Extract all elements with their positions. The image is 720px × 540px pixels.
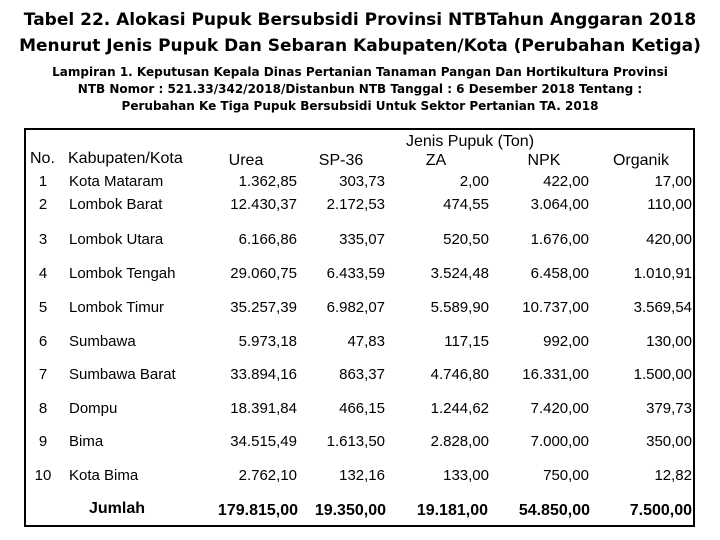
row-value: 466,15 — [339, 400, 385, 417]
total-sp36: 19.350,00 — [314, 502, 386, 519]
row-value: 133,00 — [443, 467, 489, 484]
row-no: 10 — [34, 467, 52, 484]
total-za: 19.181,00 — [416, 502, 488, 519]
total-organik: 7.500,00 — [629, 502, 692, 519]
row-value: 130,00 — [646, 333, 692, 350]
row-value: 1.244,62 — [430, 400, 489, 417]
row-value: 132,16 — [339, 467, 385, 484]
row-value: 1.613,50 — [326, 433, 385, 450]
row-value: 47,83 — [347, 333, 385, 350]
row-no: 7 — [38, 366, 48, 383]
header-no: No. — [30, 150, 55, 167]
row-value: 992,00 — [543, 333, 589, 350]
row-value: 110,00 — [647, 196, 692, 213]
row-value: 420,00 — [646, 231, 692, 248]
row-value: 422,00 — [543, 173, 589, 190]
row-value: 1.676,00 — [530, 231, 589, 248]
header-kabupaten-kota: Kabupaten/Kota — [68, 150, 183, 167]
row-value: 3.064,00 — [530, 196, 589, 213]
row-value: 379,73 — [646, 400, 692, 417]
row-value: 2.762,10 — [238, 467, 297, 484]
row-kabupaten-name: Kota Mataram — [69, 173, 164, 190]
row-value: 117,15 — [444, 333, 489, 350]
header-organik: Organik — [612, 152, 670, 169]
table-title: Tabel 22. Alokasi Pupuk Bersubsidi Provinsi NTBTahun Anggaran 2018 — [23, 10, 697, 30]
row-value: 1.500,00 — [633, 366, 692, 383]
total-urea: 179.815,00 — [217, 502, 298, 519]
row-value: 3.569,54 — [633, 299, 692, 316]
row-value: 6.166,86 — [238, 231, 297, 248]
row-value: 6.433,59 — [326, 265, 385, 282]
row-value: 4.746,80 — [430, 366, 489, 383]
row-value: 7.420,00 — [530, 400, 589, 417]
row-value: 2,00 — [459, 173, 489, 190]
row-no: 1 — [38, 173, 48, 190]
row-value: 35.257,39 — [230, 299, 297, 316]
row-value: 2.828,00 — [430, 433, 489, 450]
row-value: 863,37 — [339, 366, 385, 383]
row-value: 5.973,18 — [238, 333, 297, 350]
row-value: 5.589,90 — [430, 299, 489, 316]
decree-reference-line1: Lampiran 1. Keputusan Kepala Dinas Pertanian Tanaman Pangan Dan Hortikultura Provinsi — [52, 65, 668, 79]
row-value: 34.515,49 — [230, 433, 297, 450]
row-value: 335,07 — [339, 231, 385, 248]
row-kabupaten-name: Lombok Barat — [69, 196, 163, 213]
row-kabupaten-name: Lombok Timur — [69, 299, 165, 316]
row-no: 5 — [38, 299, 48, 316]
total-label: Jumlah — [89, 500, 146, 517]
row-value: 18.391,84 — [230, 400, 297, 417]
row-kabupaten-name: Sumbawa — [69, 333, 136, 350]
row-value: 33.894,16 — [230, 366, 297, 383]
row-no: 8 — [38, 400, 48, 417]
row-value: 6.982,07 — [326, 299, 385, 316]
header-za: ZA — [425, 152, 447, 169]
row-value: 16.331,00 — [522, 366, 589, 383]
header-sp36: SP-36 — [318, 152, 364, 169]
row-no: 9 — [38, 433, 48, 450]
decree-reference-line2: NTB Nomor : 521.33/342/2018/Distanbun NTB Tanggal : 6 Desember 2018 Tentang : — [77, 82, 643, 96]
row-no: 6 — [38, 333, 48, 350]
row-value: 3.524,48 — [430, 265, 489, 282]
row-value: 12,82 — [654, 467, 692, 484]
header-npk: NPK — [527, 152, 561, 169]
row-no: 3 — [38, 231, 48, 248]
row-value: 10.737,00 — [522, 299, 589, 316]
row-value: 1.010,91 — [633, 265, 692, 282]
row-kabupaten-name: Dompu — [69, 400, 118, 417]
row-value: 12.430,37 — [230, 196, 297, 213]
row-value: 7.000,00 — [530, 433, 589, 450]
header-jenis-pupuk: Jenis Pupuk (Ton) — [405, 133, 535, 150]
header-urea: Urea — [228, 152, 264, 169]
row-kabupaten-name: Kota Bima — [69, 467, 139, 484]
row-value: 17,00 — [654, 173, 692, 190]
row-value: 750,00 — [543, 467, 589, 484]
total-npk: 54.850,00 — [518, 502, 590, 519]
row-value: 1.362,85 — [238, 173, 297, 190]
row-kabupaten-name: Sumbawa Barat — [69, 366, 176, 383]
row-kabupaten-name: Bima — [69, 433, 104, 450]
decree-reference-line3: Perubahan Ke Tiga Pupuk Bersubsidi Untuk Sektor Pertanian TA. 2018 — [121, 99, 599, 113]
row-value: 474,55 — [443, 196, 489, 213]
table-title-line2: Menurut Jenis Pupuk Dan Sebaran Kabupaten/Kota (Perubahan Ketiga) — [19, 36, 701, 56]
row-no: 2 — [38, 196, 48, 213]
row-value: 29.060,75 — [230, 265, 297, 282]
row-kabupaten-name: Lombok Tengah — [69, 265, 176, 282]
row-no: 4 — [38, 265, 48, 282]
row-value: 350,00 — [646, 433, 692, 450]
row-value: 303,73 — [339, 173, 385, 190]
row-value: 6.458,00 — [530, 265, 589, 282]
row-value: 2.172,53 — [326, 196, 385, 213]
row-value: 520,50 — [443, 231, 489, 248]
row-kabupaten-name: Lombok Utara — [69, 231, 164, 248]
